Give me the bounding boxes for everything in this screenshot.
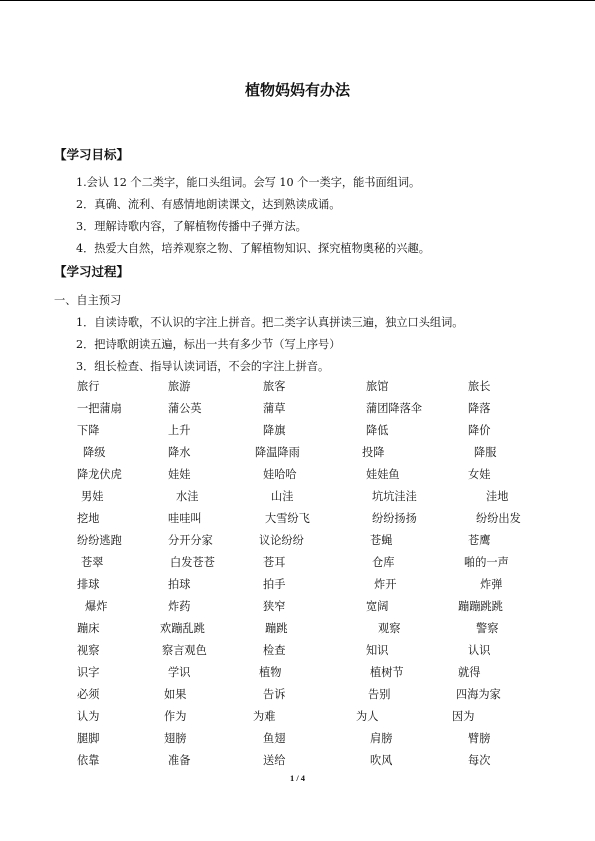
vocabulary-row (0, 400, 595, 422)
vocabulary-word: 坑坑洼洼 (372, 490, 417, 503)
vocabulary-word: 山洼 (271, 490, 294, 503)
vocabulary-word: 白发苍苍 (170, 556, 215, 569)
vocabulary-word: 降低 (366, 424, 389, 437)
vocabulary-row (0, 466, 595, 488)
vocabulary-word: 降级 (83, 446, 106, 459)
vocabulary-word: 告诉 (263, 688, 286, 701)
vocabulary-word: 炸开 (374, 578, 397, 591)
vocabulary-word: 降水 (168, 446, 191, 459)
vocabulary-word: 旅馆 (366, 380, 389, 393)
vocabulary-word: 蒲团降落伞 (366, 402, 422, 415)
vocabulary-word: 爆炸 (85, 600, 108, 613)
vocabulary-word: 苍蝇 (370, 534, 393, 547)
vocabulary-word: 知识 (366, 644, 389, 657)
vocabulary-word: 降温降雨 (255, 446, 300, 459)
vocabulary-word: 察言观色 (162, 644, 207, 657)
vocabulary-word: 洼地 (486, 490, 509, 503)
vocabulary-word: 认识 (468, 644, 491, 657)
vocabulary-row (0, 664, 595, 686)
header-rule (0, 0, 595, 1)
goal-item-4: 4．热爱大自然，培养观察之物、了解植物知识、探究植物奥秘的兴趣。 (76, 242, 430, 255)
vocabulary-word: 识字 (77, 666, 100, 679)
vocabulary-word: 旅长 (468, 380, 491, 393)
vocabulary-word: 一把蒲扇 (77, 402, 122, 415)
vocabulary-word: 拍手 (263, 578, 286, 591)
vocabulary-row (0, 752, 595, 774)
vocabulary-word: 宽阔 (366, 600, 389, 613)
vocabulary-word: 为难 (253, 710, 276, 723)
goal-item-3: 3．理解诗歌内容，了解植物传播中子弹方法。 (76, 220, 307, 233)
vocabulary-word: 女娃 (468, 468, 491, 481)
vocabulary-word: 水洼 (176, 490, 199, 503)
vocabulary-word: 娃娃 (168, 468, 191, 481)
vocabulary-word: 每次 (468, 754, 491, 767)
vocabulary-word: 炸弹 (480, 578, 503, 591)
page-number: 1 / 4 (289, 773, 306, 783)
vocabulary-word: 认为 (77, 710, 100, 723)
vocabulary-word: 蹦蹦跳跳 (458, 600, 503, 613)
vocabulary-word: 翅膀 (164, 732, 187, 745)
vocabulary-row (0, 488, 595, 510)
vocabulary-word: 挖地 (77, 512, 100, 525)
vocabulary-row (0, 708, 595, 730)
vocabulary-word: 降龙伏虎 (77, 468, 122, 481)
vocabulary-word: 排球 (77, 578, 100, 591)
vocabulary-word: 植物 (259, 666, 282, 679)
vocabulary-word: 蹦床 (77, 622, 100, 635)
vocabulary-word: 投降 (362, 446, 385, 459)
vocabulary-word: 纷纷逃跑 (77, 534, 122, 547)
vocabulary-word: 降价 (468, 424, 491, 437)
vocabulary-row (0, 444, 595, 466)
vocabulary-row (0, 378, 595, 400)
vocabulary-word: 上升 (168, 424, 191, 437)
vocabulary-word: 必须 (77, 688, 100, 701)
page-title: 植物妈妈有办法 (244, 81, 350, 99)
vocabulary-word: 蒲公英 (168, 402, 202, 415)
vocabulary-row (0, 598, 595, 620)
goal-item-2: 2．真确、流利、有感情地朗读课文，达到熟读成诵。 (76, 198, 341, 211)
vocabulary-row (0, 730, 595, 752)
vocabulary-word: 降落 (468, 402, 491, 415)
vocabulary-word: 欢蹦乱跳 (160, 622, 205, 635)
vocabulary-word: 下降 (77, 424, 100, 437)
vocabulary-word: 视察 (77, 644, 100, 657)
vocabulary-word: 腿脚 (77, 732, 100, 745)
vocabulary-word: 纷纷扬扬 (372, 512, 417, 525)
vocabulary-word: 如果 (164, 688, 187, 701)
vocabulary-row (0, 620, 595, 642)
vocabulary-word: 四海为家 (456, 688, 501, 701)
vocabulary-word: 拍球 (168, 578, 191, 591)
vocabulary-row (0, 576, 595, 598)
vocabulary-word: 降旗 (263, 424, 286, 437)
vocabulary-word: 臂膀 (468, 732, 491, 745)
vocabulary-word: 旅客 (263, 380, 286, 393)
vocabulary-word: 作为 (164, 710, 187, 723)
step-3: 3．组长检查、指导认读词语，不会的字注上拼音。 (76, 360, 330, 373)
vocabulary-word: 就得 (458, 666, 481, 679)
vocabulary-word: 告别 (368, 688, 391, 701)
vocabulary-word: 送给 (263, 754, 286, 767)
step-1: 1．自读诗歌，不认识的字注上拼音。把二类字认真拼读三遍，独立口头组词。 (76, 316, 464, 329)
vocabulary-word: 议论纷纷 (259, 534, 304, 547)
vocabulary-word: 苍鹰 (468, 534, 491, 547)
vocabulary-word: 苍翠 (81, 556, 104, 569)
vocabulary-word: 警察 (476, 622, 499, 635)
vocabulary-word: 分开分家 (168, 534, 213, 547)
vocabulary-row (0, 510, 595, 532)
vocabulary-word: 仓库 (372, 556, 395, 569)
goal-item-1: 1.会认 12 个二类字，能口头组词。会写 10 个一类字，能书面组词。 (76, 176, 421, 189)
goals-heading: 【学习目标】 (54, 147, 130, 162)
vocabulary-word: 蒲草 (263, 402, 286, 415)
vocabulary-word: 鱼翅 (263, 732, 286, 745)
process-heading: 【学习过程】 (54, 264, 130, 279)
vocabulary-word: 大雪纷飞 (265, 512, 310, 525)
vocabulary-row (0, 532, 595, 554)
vocabulary-word: 依靠 (77, 754, 100, 767)
vocabulary-word: 旅行 (77, 380, 100, 393)
vocabulary-word: 啪的一声 (464, 556, 509, 569)
vocabulary-row (0, 686, 595, 708)
vocabulary-word: 娃哈哈 (263, 468, 297, 481)
vocabulary-row (0, 422, 595, 444)
vocabulary-word: 男娃 (81, 490, 104, 503)
vocabulary-word: 蹦跳 (265, 622, 288, 635)
vocabulary-word: 准备 (168, 754, 191, 767)
vocabulary-word: 降服 (474, 446, 497, 459)
vocabulary-word: 狭窄 (263, 600, 286, 613)
vocabulary-word: 学识 (168, 666, 191, 679)
vocabulary-word: 观察 (378, 622, 401, 635)
vocabulary-word: 吹风 (370, 754, 393, 767)
vocabulary-word: 哇哇叫 (168, 512, 202, 525)
vocabulary-word: 旅游 (168, 380, 191, 393)
vocabulary-word: 纷纷出发 (476, 512, 521, 525)
vocabulary-word: 因为 (452, 710, 475, 723)
vocabulary-row (0, 642, 595, 664)
section-self-preview: 一、自主预习 (54, 294, 122, 307)
vocabulary-word: 炸药 (168, 600, 191, 613)
step-2: 2．把诗歌朗读五遍，标出一共有多少节（写上序号） (76, 338, 341, 351)
vocabulary-word: 为人 (356, 710, 379, 723)
vocabulary-word: 植树节 (370, 666, 404, 679)
vocabulary-word: 苍耳 (263, 556, 286, 569)
vocabulary-word: 肩膀 (370, 732, 393, 745)
vocabulary-word: 娃娃鱼 (366, 468, 400, 481)
vocabulary-word: 检查 (263, 644, 286, 657)
vocabulary-row (0, 554, 595, 576)
